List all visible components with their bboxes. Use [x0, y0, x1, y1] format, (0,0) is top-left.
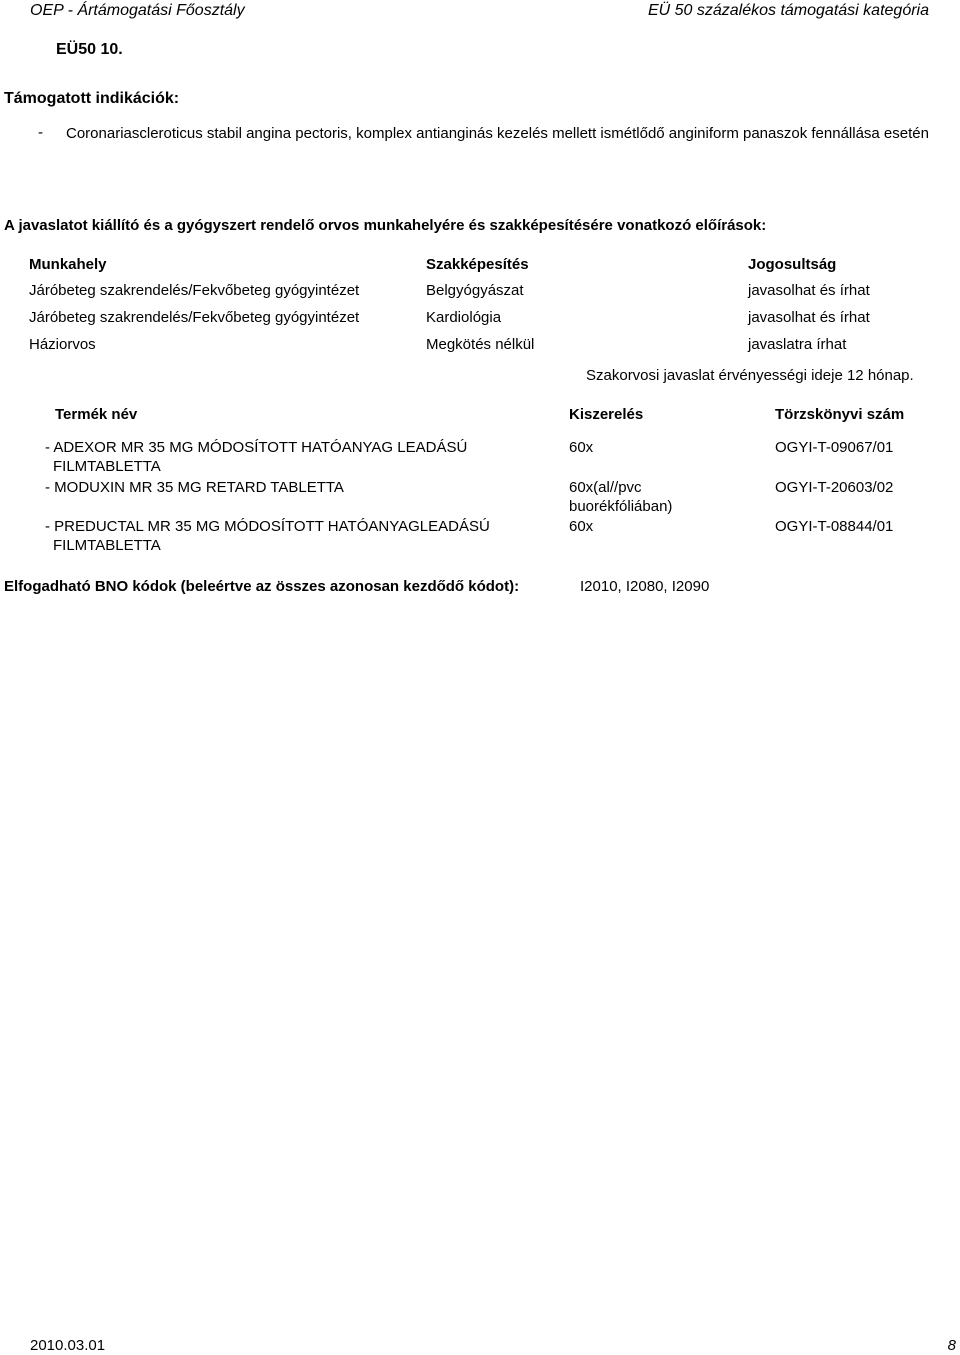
prescriber-row-1-workplace: Járóbeteg szakrendelés/Fekvőbeteg gyógyintézet: [29, 282, 360, 299]
product-1-registration: OGYI-T-09067/01: [775, 439, 894, 456]
indications-heading: Támogatott indikációk:: [4, 90, 180, 107]
product-3-registration: OGYI-T-08844/01: [775, 518, 894, 535]
bno-codes: I2010, I2080, I2090: [580, 578, 710, 595]
col-header-specialty: Szakképesítés: [426, 256, 529, 273]
product-2-package-line1: 60x(al//pvc: [569, 479, 642, 496]
footer-date: 2010.03.01: [30, 1337, 106, 1354]
col-header-workplace: Munkahely: [29, 256, 107, 273]
product-1-name-line2: FILMTABLETTA: [53, 458, 161, 475]
prescriber-row-3-workplace: Háziorvos: [29, 336, 96, 353]
prescriber-row-1-specialty: Belgyógyászat: [426, 282, 524, 299]
indication-dash: -: [38, 124, 43, 141]
product-1-package: 60x: [569, 439, 594, 456]
header-right: EÜ 50 százalékos támogatási kategória: [647, 2, 929, 19]
col-header-product-name: Termék név: [55, 406, 138, 423]
page-number: 8: [947, 1337, 956, 1354]
prescriber-row-2-specialty: Kardiológia: [426, 309, 502, 326]
prescriber-row-3-authorization: javaslatra írhat: [748, 336, 847, 353]
prescriber-row-2-authorization: javasolhat és írhat: [748, 309, 870, 326]
prescriber-row-3-specialty: Megkötés nélkül: [426, 336, 535, 353]
product-2-name-line1: - MODUXIN MR 35 MG RETARD TABLETTA: [45, 479, 344, 496]
product-2-package-line2: buorékfóliában): [569, 498, 673, 515]
product-3-package: 60x: [569, 518, 594, 535]
product-3-name-line2: FILMTABLETTA: [53, 537, 161, 554]
product-2-registration: OGYI-T-20603/02: [775, 479, 894, 496]
col-header-package: Kiszerelés: [569, 406, 644, 423]
header-left: OEP - Ártámogatási Főosztály: [30, 2, 245, 19]
col-header-authorization: Jogosultság: [748, 256, 837, 273]
category-code: EÜ50 10.: [56, 41, 123, 58]
product-1-name-line1: - ADEXOR MR 35 MG MÓDOSÍTOTT HATÓANYAG LEADÁSÚ: [45, 439, 468, 456]
prescriber-row-2-workplace: Járóbeteg szakrendelés/Fekvőbeteg gyógyintézet: [29, 309, 360, 326]
prescriber-heading: A javaslatot kiállító és a gyógyszert rendelő orvos munkahelyére és szakképesítésére vonatkozó előírások:: [4, 217, 767, 234]
bno-label: Elfogadható BNO kódok (beleértve az összes azonosan kezdődő kódot):: [4, 578, 520, 595]
product-3-name-line1: - PREDUCTAL MR 35 MG MÓDOSÍTOTT HATÓANYAGLEADÁSÚ: [45, 518, 490, 535]
indication-text: Coronariascleroticus stabil angina pectoris, komplex antianginás kezelés mellett ismétlődő anginiform panaszok fennállása esetén: [66, 125, 929, 142]
col-header-registration: Törzskönyvi szám: [775, 406, 905, 423]
validity-note: Szakorvosi javaslat érvényességi ideje 12 hónap.: [586, 367, 914, 384]
prescriber-row-1-authorization: javasolhat és írhat: [748, 282, 870, 299]
